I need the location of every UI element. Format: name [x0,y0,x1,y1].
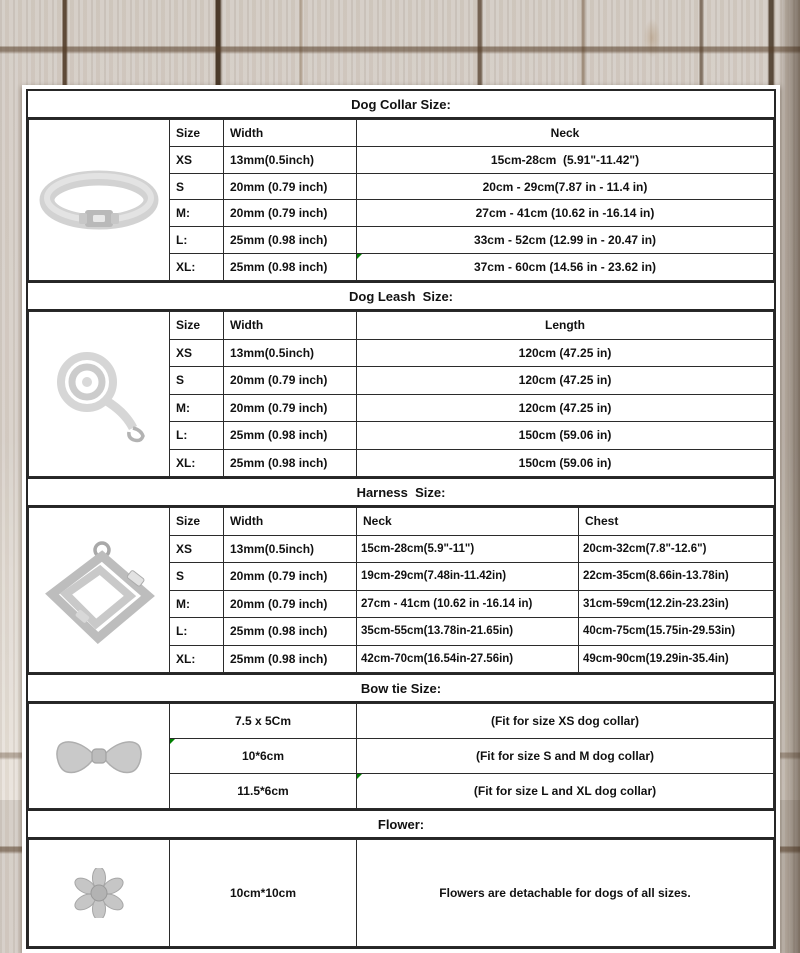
harness-header-neck: Neck [357,508,579,536]
harness-size: S [170,563,224,591]
dog-harness-photo [29,508,170,673]
table-row [29,508,774,536]
leash-width: 20mm (0.79 inch) [224,394,357,422]
bow-tie-photo [29,704,170,809]
leash-length: 120cm (47.25 in) [357,367,774,395]
harness-table [28,507,774,673]
bowtie-table [28,703,774,809]
bow-tie-illustration [51,732,147,780]
harness-width: 20mm (0.79 inch) [224,563,357,591]
dog-collar-illustration [35,148,163,252]
harness-size: L: [170,618,224,646]
collar-size: L: [170,227,224,254]
collar-width: 13mm(0.5inch) [224,146,357,173]
harness-size: XL: [170,645,224,673]
leash-size: L: [170,422,224,450]
leash-table [28,311,774,477]
bowtie-fit: (Fit for size XS dog collar) [357,704,774,739]
size-chart-grid [26,89,776,949]
leash-size: M: [170,394,224,422]
table-row [29,704,774,739]
bowtie-size: 10*6cm [170,739,357,774]
size-chart-card [22,85,780,953]
harness-header-size: Size [170,508,224,536]
dog-collar-photo [29,120,170,281]
flower-section-title: Flower: [28,811,774,839]
collar-width: 25mm (0.98 inch) [224,254,357,281]
collar-size: M: [170,200,224,227]
harness-neck: 15cm-28cm(5.9"-11") [357,535,579,563]
leash-header-length: Length [357,312,774,340]
leash-length: 150cm (59.06 in) [357,422,774,450]
leash-width: 25mm (0.98 inch) [224,422,357,450]
table-row [29,840,774,947]
collar-width: 20mm (0.79 inch) [224,200,357,227]
bowtie-section-title: Bow tie Size: [28,675,774,703]
collar-section-title: Dog Collar Size: [28,91,774,119]
leash-section-title: Dog Leash Size: [28,283,774,311]
bowtie-fit: (Fit for size L and XL dog collar) [357,774,774,809]
harness-section-title: Harness Size: [28,479,774,507]
collar-header-neck: Neck [357,120,774,147]
harness-neck: 42cm-70cm(16.54in-27.56in) [357,645,579,673]
leash-size: S [170,367,224,395]
dog-leash-illustration [39,340,159,448]
leash-width: 13mm(0.5inch) [224,339,357,367]
leash-length: 120cm (47.25 in) [357,394,774,422]
table-row [29,312,774,340]
collar-size: XL: [170,254,224,281]
harness-neck: 35cm-55cm(13.78in-21.65in) [357,618,579,646]
leash-length: 120cm (47.25 in) [357,339,774,367]
collar-neck: 27cm - 41cm (10.62 in -16.14 in) [357,200,774,227]
leash-width: 20mm (0.79 inch) [224,367,357,395]
harness-width: 25mm (0.98 inch) [224,645,357,673]
harness-chest: 49cm-90cm(19.29in-35.4in) [579,645,774,673]
leash-header-size: Size [170,312,224,340]
flower-note: Flowers are detachable for dogs of all sizes. [357,840,774,947]
harness-chest: 20cm-32cm(7.8"-12.6") [579,535,774,563]
leash-size: XL: [170,449,224,477]
section-dog-leash [28,281,774,477]
collar-size: XS [170,146,224,173]
bowtie-size: 11.5*6cm [170,774,357,809]
harness-header-width: Width [224,508,357,536]
collar-width: 20mm (0.79 inch) [224,173,357,200]
flower-illustration [73,868,125,918]
harness-chest: 40cm-75cm(15.75in-29.53in) [579,618,774,646]
harness-chest: 22cm-35cm(8.66in-13.78in) [579,563,774,591]
dog-leash-photo [29,312,170,477]
flower-table [28,839,774,947]
flower-photo [29,840,170,947]
harness-width: 20mm (0.79 inch) [224,590,357,618]
leash-width: 25mm (0.98 inch) [224,449,357,477]
collar-width: 25mm (0.98 inch) [224,227,357,254]
collar-neck: 20cm - 29cm(7.87 in - 11.4 in) [357,173,774,200]
leash-length: 150cm (59.06 in) [357,449,774,477]
harness-width: 25mm (0.98 inch) [224,618,357,646]
collar-neck: 37cm - 60cm (14.56 in - 23.62 in) [357,254,774,281]
collar-neck: 15cm-28cm (5.91"-11.42") [357,146,774,173]
harness-size: M: [170,590,224,618]
collar-table [28,119,774,281]
dog-harness-illustration [40,536,158,644]
section-flower [28,809,774,947]
harness-header-chest: Chest [579,508,774,536]
bowtie-fit: (Fit for size S and M dog collar) [357,739,774,774]
leash-header-width: Width [224,312,357,340]
section-bow-tie [28,673,774,809]
harness-chest: 31cm-59cm(12.2in-23.23in) [579,590,774,618]
harness-width: 13mm(0.5inch) [224,535,357,563]
section-dog-collar [28,91,774,281]
table-row [29,120,774,147]
flower-size: 10cm*10cm [170,840,357,947]
collar-size: S [170,173,224,200]
collar-header-size: Size [170,120,224,147]
section-harness [28,477,774,673]
bowtie-size: 7.5 x 5Cm [170,704,357,739]
harness-neck: 19cm-29cm(7.48in-11.42in) [357,563,579,591]
harness-size: XS [170,535,224,563]
collar-neck: 33cm - 52cm (12.99 in - 20.47 in) [357,227,774,254]
harness-neck: 27cm - 41cm (10.62 in -16.14 in) [357,590,579,618]
leash-size: XS [170,339,224,367]
collar-header-width: Width [224,120,357,147]
